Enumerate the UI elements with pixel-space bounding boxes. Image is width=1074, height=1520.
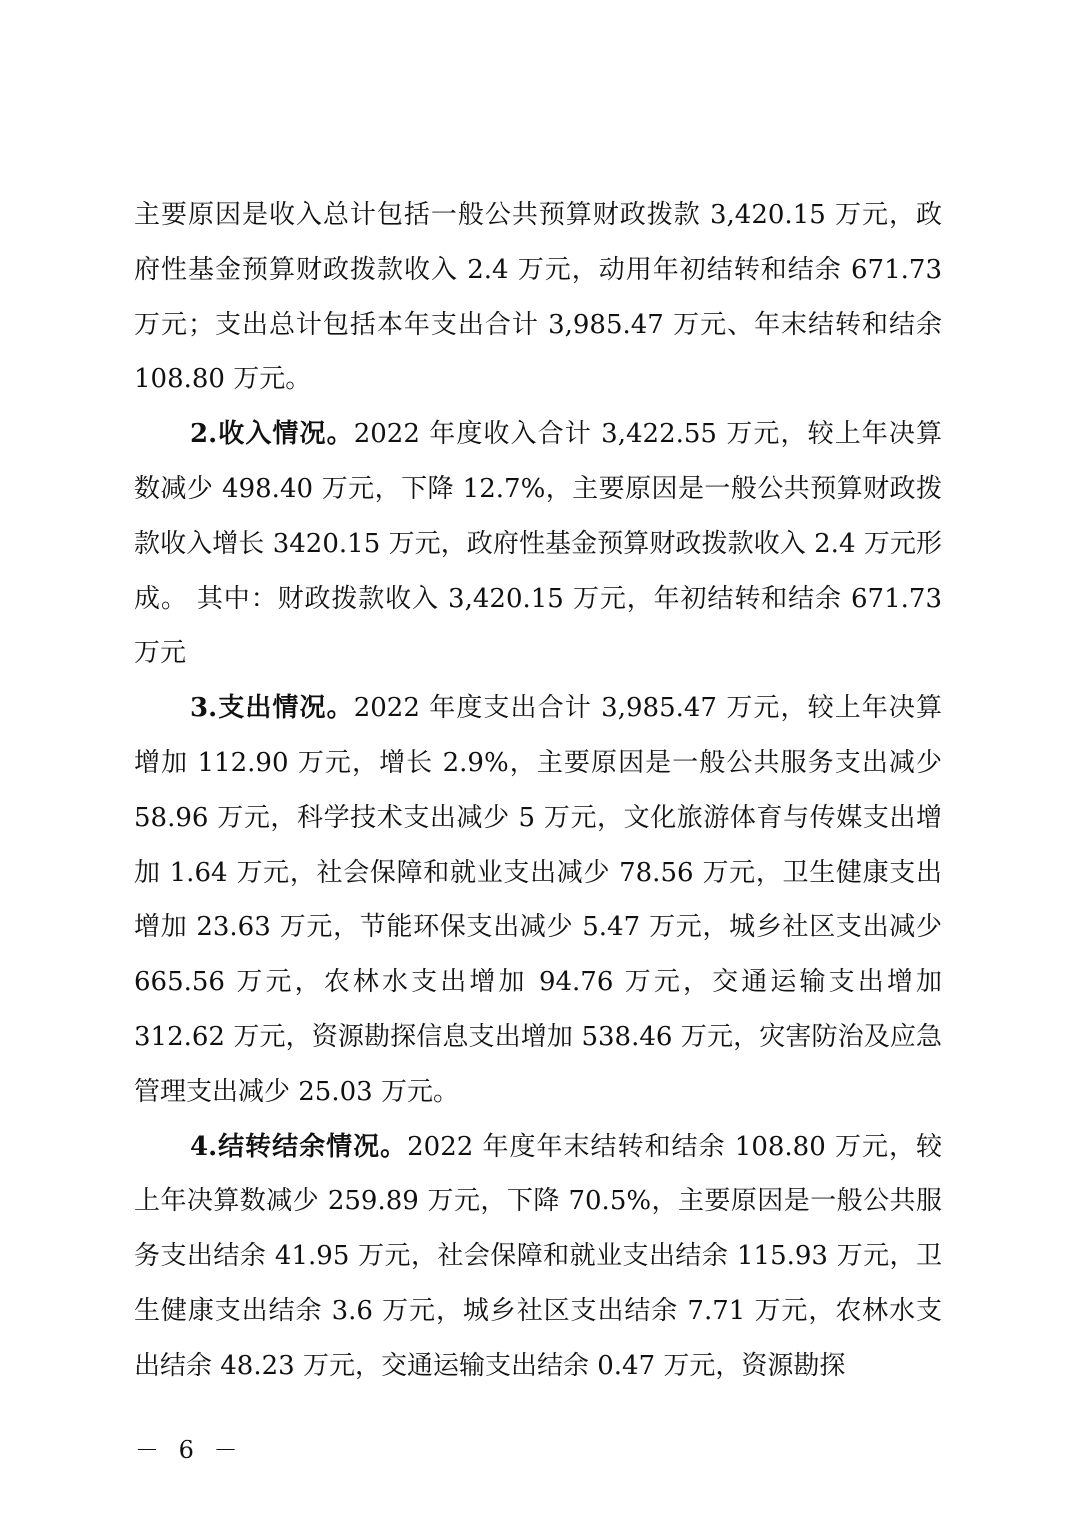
paragraph-text: 2022 年度支出合计 3,985.47 万元，较上年决算增加 112.90 万元，增长 2.9%，主要原因是一般公共服务支出减少 58.96 万元，科学技术支出减少 5 万元，文化旅游体育与传媒支出增加 1.64 万元，社会保障和就业支出减少 78.56 万元，卫生健康支出增加 23.63 万元，节能环保支出减少 5.47 万元，城乡社区支出减少 665.56 万元，农林水支出增加 94.76 万元，交通运输支出增加 312.62 万元，资源勘探信息支出增加 538.46 万元，灾害防治及应急管理支出减少 25.03 万元。: [134, 693, 942, 1107]
paragraph-text: 主要原因是收入总计包括一般公共预算财政拨款 3,420.15 万元，政府性基金预算财政拨款收入 2.4 万元，动用年初结转和结余 671.73 万元；支出总计包括本年支出合计 3,985.47 万元、年末结转和结余 108.80 万元。: [134, 200, 942, 395]
section-heading-income: 2.收入情况。: [190, 419, 354, 450]
paragraph-expenditure: [134, 681, 942, 1119]
section-heading-expenditure: 3.支出情况。: [190, 693, 354, 724]
paragraph-text: 2022 年度年末结转和结余 108.80 万元，较上年决算数减少 259.89 万元，下降 70.5%，主要原因是一般公共服务支出结余 41.95 万元，社会保障和就业支出结余 115.93 万元，卫生健康支出结余 3.6 万元，城乡社区支出结余 7.71 万元，农林水支出结余 48.23 万元，交通运输支出结余 0.47 万元，资源勘探: [134, 1131, 943, 1381]
body-text: [134, 188, 942, 1394]
paragraph-text: 2022 年度收入合计 3,422.55 万元，较上年决算数减少 498.40 万元，下降 12.7%，主要原因是一般公共预算财政拨款收入增长 3420.15 万元，政府性基金预算财政拨款收入 2.4 万元形成。 其中：财政拨款收入 3,420.15 万元，年初结转和结余 671.73 万元: [134, 419, 942, 669]
paragraph-revenue-expenditure-reason: [134, 188, 942, 407]
page-number: － 6 －: [135, 1436, 244, 1464]
paragraph-income: [134, 407, 942, 681]
paragraph-carryover: [134, 1120, 942, 1394]
section-heading-carryover: 4.结转结余情况。: [190, 1131, 408, 1162]
